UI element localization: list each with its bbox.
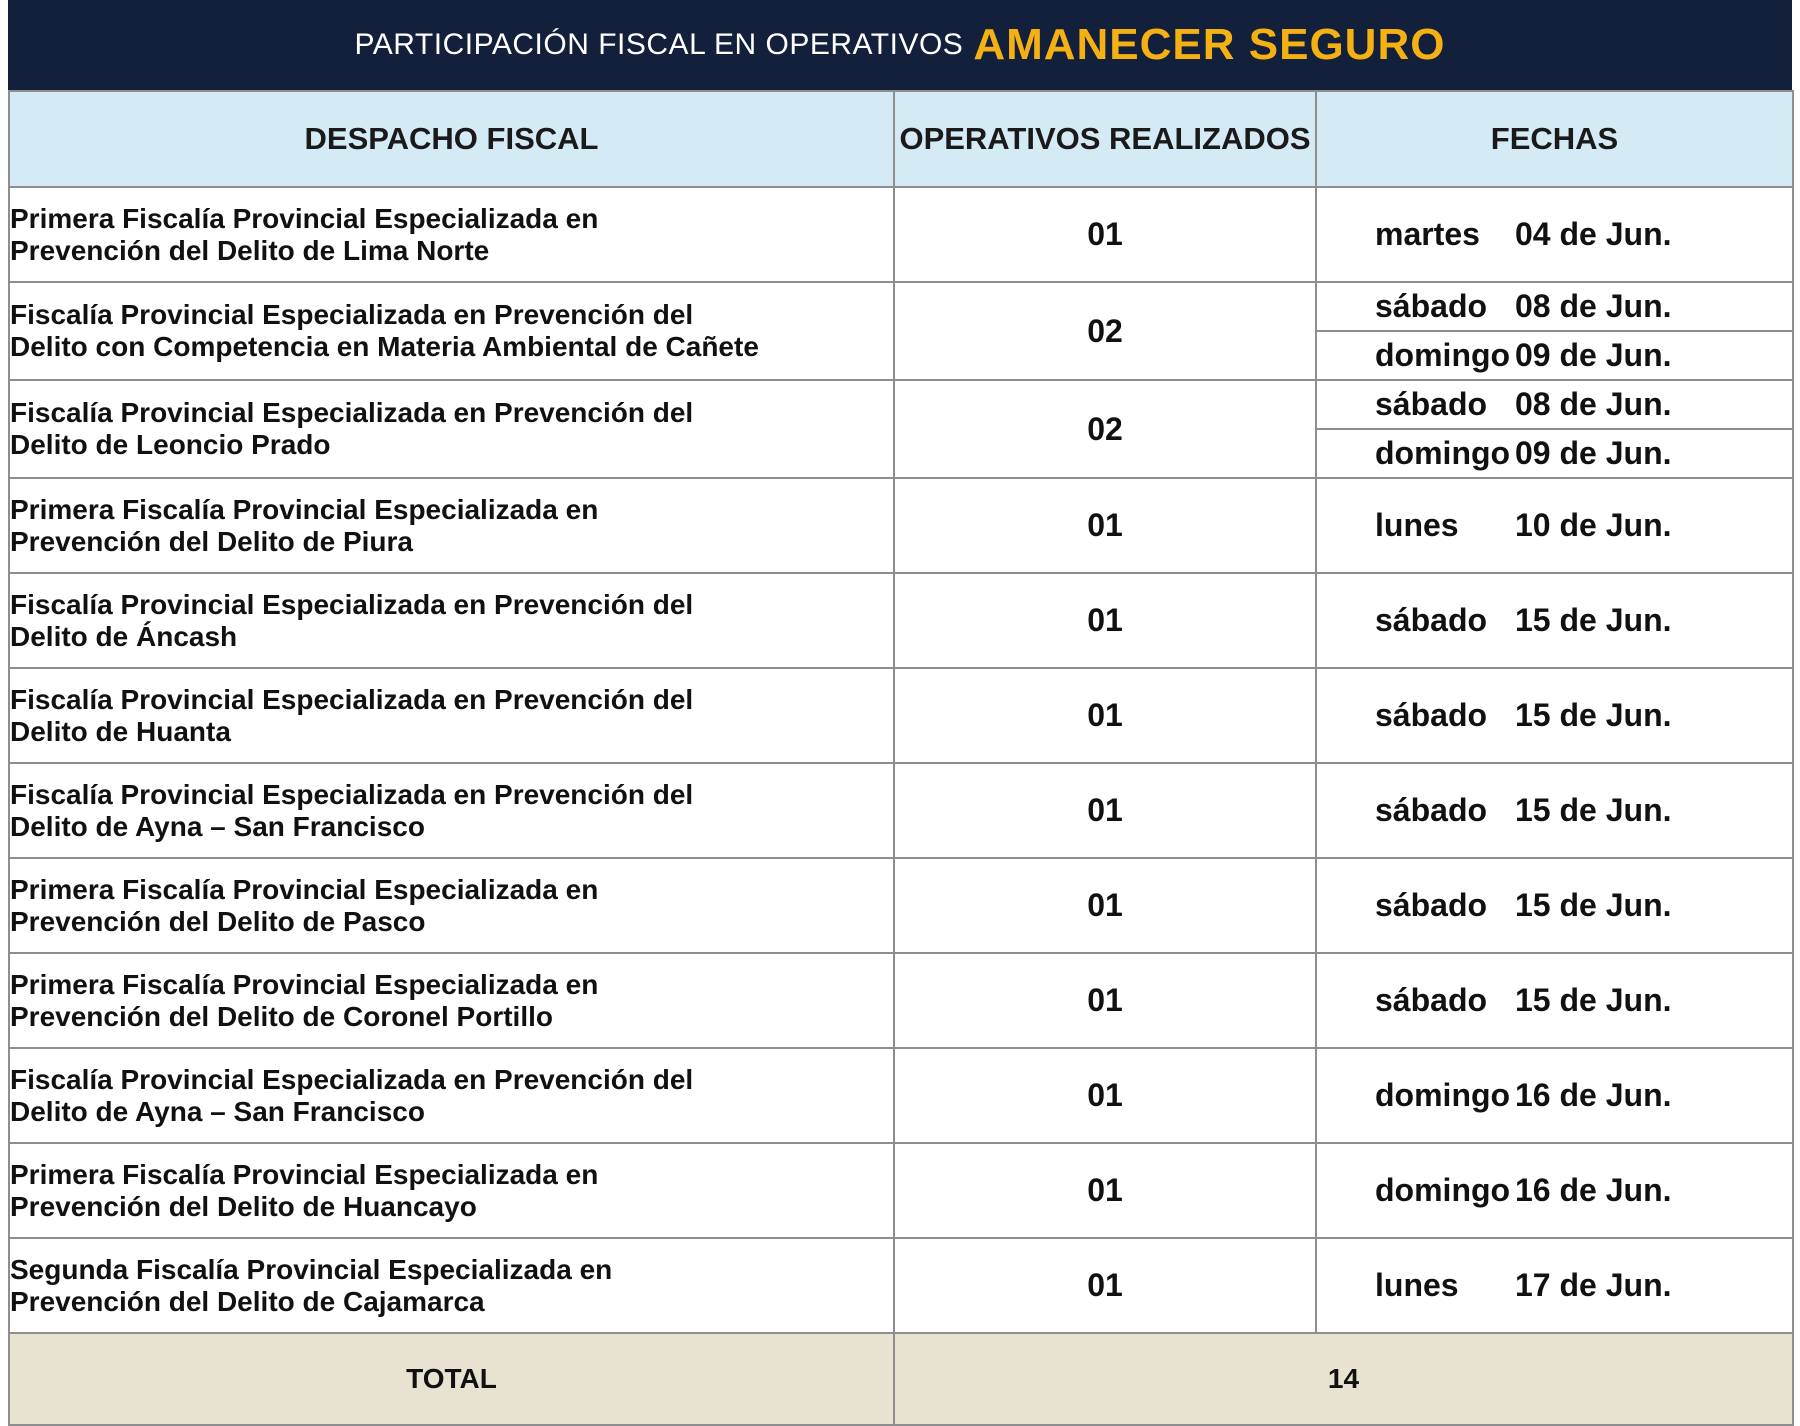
operativos-cell: 01 (894, 858, 1316, 953)
operativos-cell: 01 (894, 187, 1316, 282)
fecha-valor: 08 de Jun. (1515, 386, 1672, 422)
fecha-entry (1317, 1267, 1792, 1304)
fecha-dia: domingo (1375, 435, 1511, 471)
fecha-entry (1317, 982, 1792, 1019)
fecha-entry (1317, 283, 1792, 330)
despacho-cell: Fiscalía Provincial Especializada en Prevención del Delito de Leoncio Prado (9, 380, 894, 478)
fecha-entry (1317, 602, 1792, 639)
fecha-entry (1317, 1172, 1792, 1209)
total-row (9, 1333, 1793, 1425)
fecha-dia: sábado (1375, 697, 1488, 733)
total-label: TOTAL (9, 1333, 894, 1425)
table-row (9, 668, 1793, 763)
despacho-cell: Segunda Fiscalía Provincial Especializada en Prevención del Delito de Cajamarca (9, 1238, 894, 1333)
banner-highlight: AMANECER SEGURO (973, 20, 1446, 69)
fecha-entry (1317, 330, 1792, 379)
fechas-cell (1316, 668, 1793, 763)
fechas-cell (1316, 1238, 1793, 1333)
despacho-cell: Primera Fiscalía Provincial Especializada en Prevención del Delito de Piura (9, 478, 894, 573)
fecha-dia: domingo (1375, 1077, 1511, 1113)
table-row (9, 478, 1793, 573)
despacho-cell: Fiscalía Provincial Especializada en Prevención del Delito de Ayna – San Francisco (9, 763, 894, 858)
fecha-valor: 09 de Jun. (1515, 337, 1672, 373)
despacho-cell: Primera Fiscalía Provincial Especializada en Prevención del Delito de Coronel Portillo (9, 953, 894, 1048)
header-despacho: DESPACHO FISCAL (9, 91, 894, 187)
header-row (9, 91, 1793, 187)
table-row (9, 1048, 1793, 1143)
despacho-cell: Primera Fiscalía Provincial Especializada en Prevención del Delito de Huancayo (9, 1143, 894, 1238)
operativos-cell: 01 (894, 573, 1316, 668)
fecha-entry (1317, 381, 1792, 428)
table-row (9, 1238, 1793, 1333)
fecha-entry (1317, 887, 1792, 924)
fechas-cell (1316, 478, 1793, 573)
fechas-cell (1316, 282, 1793, 380)
fecha-dia: martes (1375, 216, 1480, 252)
fecha-valor: 10 de Jun. (1515, 507, 1672, 543)
fecha-valor: 15 de Jun. (1515, 792, 1672, 828)
fechas-cell (1316, 1048, 1793, 1143)
despacho-cell: Fiscalía Provincial Especializada en Prevención del Delito de Áncash (9, 573, 894, 668)
table-row (9, 763, 1793, 858)
fecha-dia: sábado (1375, 982, 1488, 1018)
fechas-cell (1316, 573, 1793, 668)
fecha-dia: domingo (1375, 337, 1511, 373)
fecha-dia: lunes (1375, 1267, 1459, 1303)
operativos-table (8, 90, 1794, 1426)
fechas-cell (1316, 380, 1793, 478)
fecha-dia: lunes (1375, 507, 1459, 543)
operativos-cell: 01 (894, 1048, 1316, 1143)
table-row (9, 1143, 1793, 1238)
operativos-cell: 02 (894, 380, 1316, 478)
fechas-cell (1316, 858, 1793, 953)
fecha-entry (1317, 792, 1792, 829)
table-row (9, 187, 1793, 282)
fechas-cell (1316, 953, 1793, 1048)
fecha-valor: 15 de Jun. (1515, 602, 1672, 638)
table-row (9, 573, 1793, 668)
table-body (9, 187, 1793, 1333)
fecha-valor: 16 de Jun. (1515, 1077, 1672, 1113)
fecha-dia: sábado (1375, 887, 1488, 923)
fecha-entry (1317, 1077, 1792, 1114)
fecha-dia: sábado (1375, 288, 1488, 324)
fechas-cell (1316, 187, 1793, 282)
operativos-cell: 01 (894, 1143, 1316, 1238)
fecha-valor: 08 de Jun. (1515, 288, 1672, 324)
table-row (9, 858, 1793, 953)
fecha-valor: 04 de Jun. (1515, 216, 1672, 252)
fechas-cell (1316, 763, 1793, 858)
fecha-valor: 16 de Jun. (1515, 1172, 1672, 1208)
fecha-dia: sábado (1375, 792, 1488, 828)
fecha-entry (1317, 507, 1792, 544)
fecha-valor: 09 de Jun. (1515, 435, 1672, 471)
operativos-cell: 01 (894, 953, 1316, 1048)
banner-title: PARTICIPACIÓN FISCAL EN OPERATIVOS (354, 28, 964, 61)
operativos-cell: 01 (894, 668, 1316, 763)
header-operativos: OPERATIVOS REALIZADOS (894, 91, 1316, 187)
despacho-cell: Fiscalía Provincial Especializada en Prevención del Delito de Huanta (9, 668, 894, 763)
operativos-cell: 01 (894, 1238, 1316, 1333)
fecha-valor: 15 de Jun. (1515, 697, 1672, 733)
fecha-valor: 17 de Jun. (1515, 1267, 1672, 1303)
table-row (9, 953, 1793, 1048)
table-row (9, 282, 1793, 380)
fecha-entry (1317, 216, 1792, 253)
table-row (9, 380, 1793, 478)
despacho-cell: Primera Fiscalía Provincial Especializada en Prevención del Delito de Pasco (9, 858, 894, 953)
total-value: 14 (894, 1333, 1793, 1425)
despacho-cell: Fiscalía Provincial Especializada en Prevención del Delito de Ayna – San Francisco (9, 1048, 894, 1143)
fecha-valor: 15 de Jun. (1515, 982, 1672, 1018)
fecha-entry (1317, 428, 1792, 477)
header-fechas: FECHAS (1316, 91, 1793, 187)
operativos-cell: 01 (894, 478, 1316, 573)
fecha-dia: domingo (1375, 1172, 1511, 1208)
fecha-valor: 15 de Jun. (1515, 887, 1672, 923)
operativos-cell: 02 (894, 282, 1316, 380)
fecha-entry (1317, 697, 1792, 734)
fecha-dia: sábado (1375, 602, 1488, 638)
operativos-cell: 01 (894, 763, 1316, 858)
despacho-cell: Primera Fiscalía Provincial Especializada en Prevención del Delito de Lima Norte (9, 187, 894, 282)
despacho-cell: Fiscalía Provincial Especializada en Prevención del Delito con Competencia en Materia Ambiental de Cañete (9, 282, 894, 380)
fecha-dia: sábado (1375, 386, 1488, 422)
fechas-cell (1316, 1143, 1793, 1238)
title-banner (8, 0, 1792, 90)
